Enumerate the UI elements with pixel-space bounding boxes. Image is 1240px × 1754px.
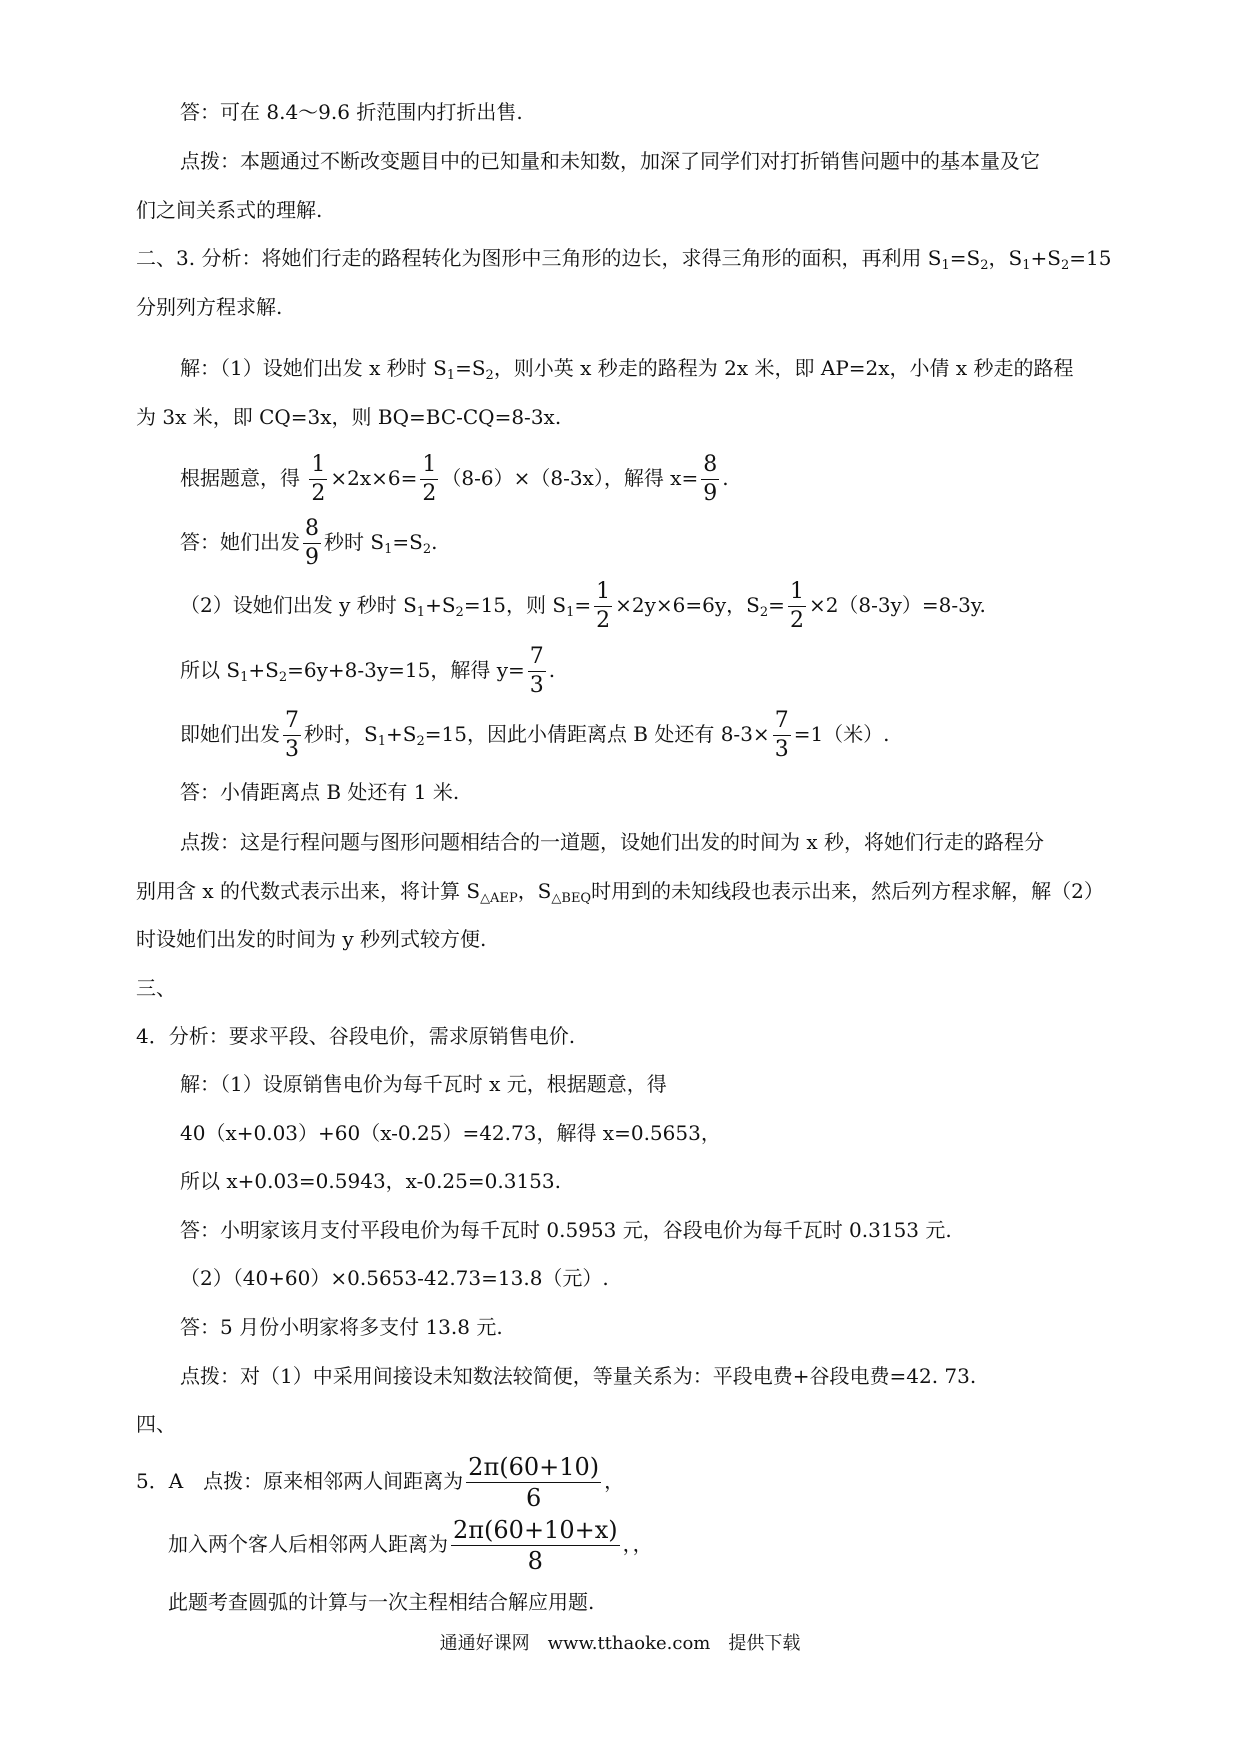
numerator: 7: [528, 646, 546, 672]
denominator: 3: [529, 673, 544, 698]
solution-line-cont: 为 3x 米，即 CQ=3x，则 BQ=BC-CQ=8-3x.: [136, 405, 562, 429]
page-footer: 通通好课网 www.tthaoke.com 提供下载: [439, 1633, 801, 1654]
fraction-one-half: [420, 454, 438, 505]
text: ×2（8-3y）=8-3y.: [808, 593, 986, 617]
text: 答：她们出发: [180, 530, 300, 554]
denominator: 6: [526, 1484, 542, 1512]
remark-line: [168, 1511, 653, 1577]
numerator: 1: [594, 581, 612, 607]
fraction-one-half: [788, 581, 806, 632]
subscript: 2: [485, 368, 494, 383]
equation-line: [180, 448, 729, 508]
text: =15，则 S: [463, 593, 567, 617]
text: （2）设她们出发 y 秒时 S: [180, 593, 417, 617]
remark-line: 点拨：本题通过不断改变题目中的已知量和未知数，加深了同学们对打折销售问题中的基本量及它: [180, 149, 1040, 173]
subscript: 1: [446, 368, 456, 383]
remark-line-cont: 们之间关系式的理解.: [136, 198, 323, 222]
numerator: 2π(60+10+x): [453, 1516, 618, 1544]
subscript: 2: [980, 258, 989, 273]
subscript: 1: [240, 670, 249, 685]
fraction-seven-thirds: [528, 646, 546, 697]
text: =: [574, 593, 592, 617]
remark-line: 点拨：这是行程问题与图形问题相结合的一道题，设她们出发的时间为 x 秒，将她们行走的路程分: [180, 830, 1044, 854]
text: =15: [1069, 246, 1112, 270]
denominator: 8: [527, 1547, 543, 1575]
subscript: 2: [416, 734, 425, 749]
fraction-one-half: [594, 581, 612, 632]
solution-line: 解：（1）设原销售电价为每千瓦时 x 元，根据题意，得: [180, 1072, 667, 1096]
fraction-eight-ninths: [303, 518, 321, 569]
text: 5．A 点拨：原来相邻两人间距离为: [136, 1469, 464, 1493]
text: .: [548, 658, 556, 682]
text: +S: [385, 722, 417, 746]
subscript: 1: [384, 542, 393, 557]
text: 即她们出发: [180, 722, 280, 746]
numerator: 1: [788, 581, 806, 607]
text: .: [431, 530, 438, 554]
fraction-original-distance: [466, 1455, 601, 1510]
subscript: 1: [566, 605, 575, 620]
text: =1（米）.: [793, 722, 890, 746]
remark-line: 此题考查圆弧的计算与一次主程相结合解应用题.: [168, 1590, 595, 1614]
subscript: 1: [1022, 258, 1031, 273]
answer-line: 答：小倩距离点 B 处还有 1 米.: [180, 780, 460, 804]
numerator: 1: [309, 454, 327, 480]
fraction-one-half: [309, 454, 327, 505]
text: 二、3. 分析：将她们行走的路程转化为图形中三角形的边长，求得三角形的面积，再利用 S: [136, 246, 942, 270]
answer-line: 答：可在 8.4～9.6 折范围内打折出售.: [180, 100, 523, 124]
numerator: 7: [773, 710, 791, 736]
subscript: 1: [377, 734, 386, 749]
numerator: 7: [283, 710, 301, 736]
subscript: 2: [422, 542, 432, 557]
text: 别用含 x 的代数式表示出来，将计算 S: [136, 879, 481, 903]
denominator: 9: [703, 481, 718, 506]
text: +S: [425, 593, 456, 617]
section-heading: 三、: [136, 976, 176, 1000]
denominator: 2: [311, 481, 326, 506]
solution-line: [180, 354, 1074, 390]
answer-line: 答：小明家该月支付平段电价为每千瓦时 0.5953 元，谷段电价为每千瓦时 0.3153 元.: [180, 1218, 952, 1242]
denominator: 2: [596, 608, 611, 633]
text: 秒时，S: [304, 722, 378, 746]
text: =: [768, 593, 785, 617]
denominator: 2: [422, 481, 437, 506]
fraction-seven-thirds: [283, 710, 301, 761]
denominator: 2: [789, 608, 804, 633]
denominator: 3: [774, 737, 789, 762]
answer-line: 答：5 月份小明家将多支付 13.8 元.: [180, 1315, 503, 1339]
solution-line: （2）（40+60）×0.5653-42.73=13.8（元）.: [180, 1266, 609, 1290]
remark-line-cont: [136, 877, 1104, 913]
solution-line: 所以 x+0.03=0.5943，x-0.25=0.3153.: [180, 1169, 561, 1193]
text: .: [722, 466, 729, 490]
solution-line: [180, 704, 890, 772]
text: 加入两个客人后相邻两人距离为: [168, 1532, 448, 1556]
numerator: 1: [420, 454, 438, 480]
analysis-line: [136, 244, 1111, 280]
text: 根据题意，得: [180, 466, 300, 490]
section-heading: 四、: [136, 1412, 176, 1436]
numerator: 8: [303, 518, 321, 544]
analysis-line-cont: 分别列方程求解.: [136, 295, 283, 319]
subscript: △AEP: [480, 891, 518, 906]
text: ，S: [517, 879, 552, 903]
equation-line: 40（x+0.03）+60（x-0.25）=42.73，解得 x=0.5653，: [180, 1121, 721, 1145]
text: =S: [455, 356, 486, 380]
text: 时用到的未知线段也表示出来，然后列方程求解，解（2）: [591, 879, 1104, 903]
text: =S: [392, 530, 423, 554]
text: =6y+8-3y=15，解得 y=: [287, 658, 525, 682]
text: +S: [248, 658, 279, 682]
text: =S: [949, 246, 981, 270]
text: ×2y×6=6y，S: [615, 593, 760, 617]
subscript: 2: [455, 605, 464, 620]
numerator: 2π(60+10): [468, 1453, 600, 1481]
text: ，，: [622, 1532, 653, 1556]
remark-line: 点拨：对（1）中采用间接设未知数法较简便，等量关系为：平段电费+谷段电费=42. 73.: [180, 1364, 977, 1388]
answer-line: [136, 1448, 624, 1514]
solution-line: [180, 575, 986, 643]
text: （8-6）×（8-3x），解得 x=: [441, 466, 699, 490]
text: +S: [1030, 246, 1061, 270]
text: 秒时 S: [324, 530, 385, 554]
subscript: 1: [416, 605, 426, 620]
subscript: 2: [1060, 258, 1070, 273]
text: 所以 S: [180, 658, 241, 682]
text: ，: [604, 1469, 625, 1493]
text: ×2x×6=: [330, 466, 418, 490]
analysis-line: 4．分析：要求平段、谷段电价，需求原销售电价.: [136, 1024, 576, 1048]
denominator: 9: [305, 545, 319, 570]
answer-line: [180, 512, 437, 580]
fraction-eight-ninths: [701, 454, 719, 505]
numerator: 8: [701, 454, 719, 480]
fraction-new-distance: [451, 1518, 620, 1573]
text: 解：（1）设她们出发 x 秒时 S: [180, 356, 447, 380]
subscript: △BEQ: [551, 891, 592, 906]
text: =15，因此小倩距离点 B 处还有 8-3×: [424, 722, 770, 746]
subscript: 2: [759, 605, 769, 620]
text: ，S: [988, 246, 1023, 270]
denominator: 3: [285, 737, 299, 762]
subscript: 2: [278, 670, 288, 685]
remark-line-cont: 时设她们出发的时间为 y 秒列式较方便.: [136, 927, 487, 951]
solution-line: [180, 640, 555, 708]
fraction-seven-thirds: [773, 710, 791, 761]
text: ，则小英 x 秒走的路程为 2x 米，即 AP=2x，小倩 x 秒走的路程: [493, 356, 1074, 380]
subscript: 1: [941, 258, 950, 273]
